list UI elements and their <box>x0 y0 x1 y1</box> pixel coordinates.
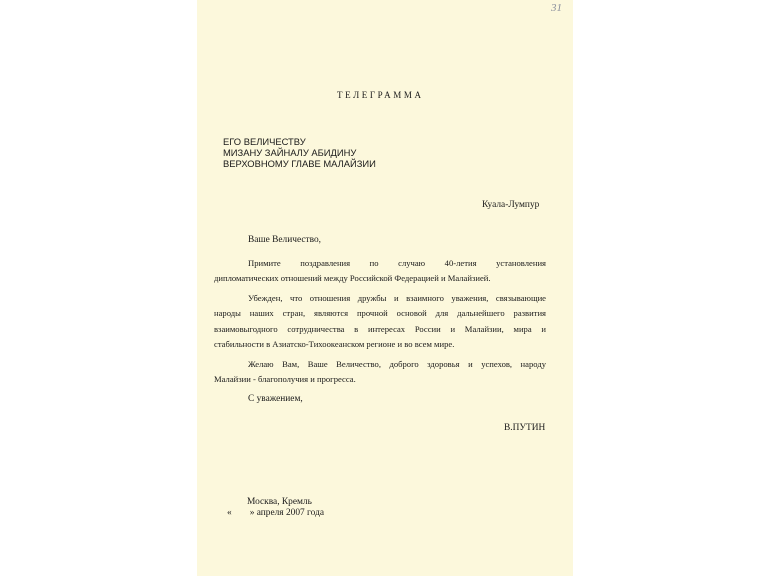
text-line: дипломатических отношений между Российской Федерацией и Малайзией. <box>214 273 491 284</box>
page-number: 31 <box>551 2 562 14</box>
text-line: взаимовыгодного сотрудничества в интересах России и Малайзии, мира и <box>214 323 546 334</box>
addressee-line: МИЗАНУ ЗАЙНАЛУ АБИДИНУ <box>223 147 357 158</box>
text-line: стабильности в Азиатско-Тихоокеанском регионе и во всем мире. <box>214 339 455 350</box>
date-line <box>227 508 324 518</box>
addressee-line: ВЕРХОВНОМУ ГЛАВЕ МАЛАЙЗИИ <box>223 158 376 169</box>
text-line: Желаю Вам, Ваше Величество, доброго здоровья и успехов, народу <box>248 359 546 369</box>
city: Куала-Лумпур <box>482 200 540 210</box>
paragraph-wishes <box>214 357 546 388</box>
signature: В.ПУТИН <box>504 423 546 433</box>
salutation: Ваше Величество, <box>248 235 322 245</box>
text-line: Малайзии - благополучия и прогресса. <box>214 374 356 385</box>
text-line: народы наших стран, являются прочной основой для дальнейшего развития <box>214 308 546 319</box>
document-title: ТЕЛЕГРАММА <box>337 90 424 100</box>
paragraph-friendship <box>214 291 546 353</box>
date-open-quote: « <box>227 508 232 518</box>
addressee-line: ЕГО ВЕЛИЧЕСТВУ <box>223 136 306 147</box>
closing-regards: С уважением, <box>248 394 303 404</box>
paragraph-congratulations <box>214 256 546 287</box>
telegram-page <box>197 0 573 576</box>
text-line: Примите поздравления по случаю 40-летия установления <box>248 258 546 268</box>
date-rest: » апреля 2007 года <box>249 508 325 518</box>
text-line: Убежден, что отношения дружбы и взаимного уважения, связывающие <box>248 293 546 303</box>
place: Москва, Кремль <box>247 497 312 507</box>
